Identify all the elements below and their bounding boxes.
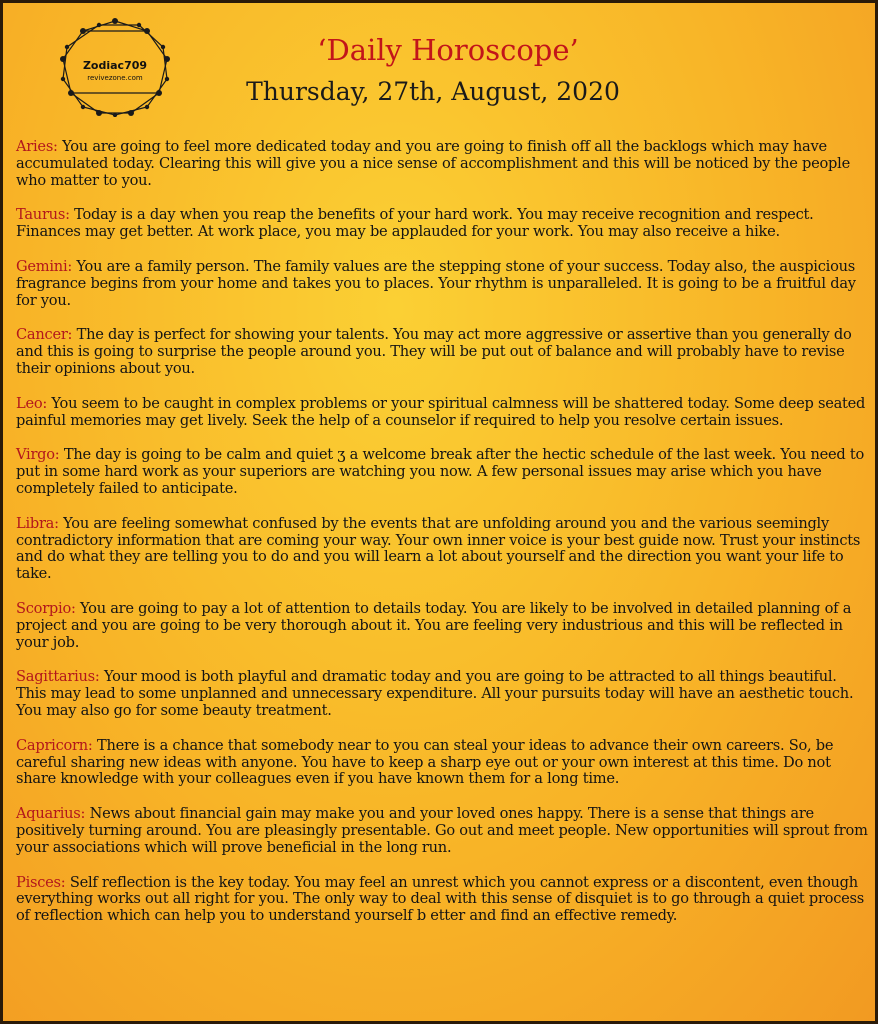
entry-gemini bbox=[16, 259, 868, 309]
sign-label: Capricorn: bbox=[16, 736, 93, 754]
sign-label: Cancer: bbox=[16, 326, 73, 344]
entry-aries bbox=[16, 139, 868, 189]
entry-sagittarius bbox=[16, 669, 868, 719]
logo-subtitle: revivezone.com bbox=[87, 74, 143, 82]
entry-libra bbox=[16, 516, 868, 583]
logo-title: Zodiac709 bbox=[82, 59, 148, 72]
entry-pisces bbox=[16, 875, 868, 925]
entry-virgo bbox=[16, 447, 868, 497]
entry-text: Self reflection is the key today. You may feel an unrest which you cannot express or a discontent, even though everything works out all right for you. The only way to deal with this sense of disquiet is to go through a quiet process of reflection which can help you to understand yourself b etter and find an effective remedy. bbox=[16, 873, 865, 925]
entry-text: You are going to feel more dedicated today and you are going to finish off all the backlogs which may have accumulated today. Clearing this will give you a nice sense of accomplishment and this will be noticed by the people who matter to you. bbox=[16, 138, 850, 189]
entry-cancer bbox=[16, 327, 868, 377]
entry-text: You are going to pay a lot of attention to details today. You are likely to be involved in detailed planning of a project and you are going to be very thorough about it. You are feeling very industrious and this will be reflected in your job. bbox=[16, 599, 852, 651]
entry-scorpio bbox=[16, 601, 868, 651]
sign-label: Leo: bbox=[16, 394, 48, 412]
horoscope-list bbox=[16, 139, 868, 943]
entry-text: There is a chance that somebody near to you can steal your ideas to advance their own careers. So, be careful sharing new ideas with anyone. You have to keep a sharp eye out or your own interest at this time. Do not share knowledge with your colleagues even if you have known them for a long time. bbox=[16, 736, 834, 788]
entry-text: Your mood is both playful and dramatic today and you are going to be attracted to all things beautiful. This may lead to some unplanned and unnecessary expenditure. All your pursuits today will have an aesthetic touch. You may also go for some beauty treatment. bbox=[16, 668, 854, 719]
sign-label: Sagittarius: bbox=[16, 668, 100, 686]
entry-leo bbox=[16, 396, 868, 430]
entry-taurus bbox=[16, 207, 868, 241]
entry-capricorn bbox=[16, 738, 868, 788]
entry-text: You are feeling somewhat confused by the events that are unfolding around you and the various seemingly contradictory information that are coming your way. Your own inner voice is your best guide now. Trust your instincts and do what they are telling you to do and you will learn a lot about yourself and the direction you want your life to take. bbox=[16, 514, 861, 583]
sign-label: Gemini: bbox=[16, 257, 73, 275]
sign-label: Aries: bbox=[16, 138, 58, 155]
entry-text: Today is a day when you reap the benefits of your hard work. You may receive recognition and respect. Finances may get better. At work place, you may be applauded for your work. You may also receive a hike. bbox=[16, 206, 814, 241]
page-date: Thursday, 27th, August, 2020 bbox=[246, 77, 620, 106]
page-title: ‘Daily Horoscope’ bbox=[317, 33, 579, 67]
entry-text: The day is perfect for showing your talents. You may act more aggressive or assertive than you generally do and this is going to surprise the people around you. They will be put out of balance and will probably have to revise their opinions about you. bbox=[16, 326, 852, 377]
sign-label: Scorpio: bbox=[16, 599, 76, 617]
sign-label: Aquarius: bbox=[16, 805, 86, 823]
entry-text: You are a family person. The family values are the stepping stone of your success. Today also, the auspicious fragrance begins from your home and takes you to places. Your rhythm is unparalleled. It is going to be a fruitful day for you. bbox=[16, 257, 856, 309]
sign-label: Virgo: bbox=[16, 446, 60, 464]
sign-label: Libra: bbox=[16, 514, 59, 532]
sign-label: Pisces: bbox=[16, 873, 66, 891]
entry-aquarius bbox=[16, 806, 868, 856]
entry-text: News about financial gain may make you and your loved ones happy. There is a sense that things are positively turning around. You are pleasingly presentable. Go out and meet people. New opportunities will sprout from your associations which will prove beneficial in the long run. bbox=[16, 805, 868, 856]
sign-label: Taurus: bbox=[16, 206, 70, 224]
entry-text: The day is going to be calm and quiet ʒ a welcome break after the hectic schedule of the last week. You need to put in some hard work as your superiors are watching you now. A few personal issues may arise which you have completely failed to anticipate. bbox=[16, 446, 865, 497]
entry-text: You seem to be caught in complex problems or your spiritual calmness will be shattered today. Some deep seated painful memories may get lively. Seek the help of a counselor if required to help you resolve certain issues. bbox=[16, 394, 866, 429]
